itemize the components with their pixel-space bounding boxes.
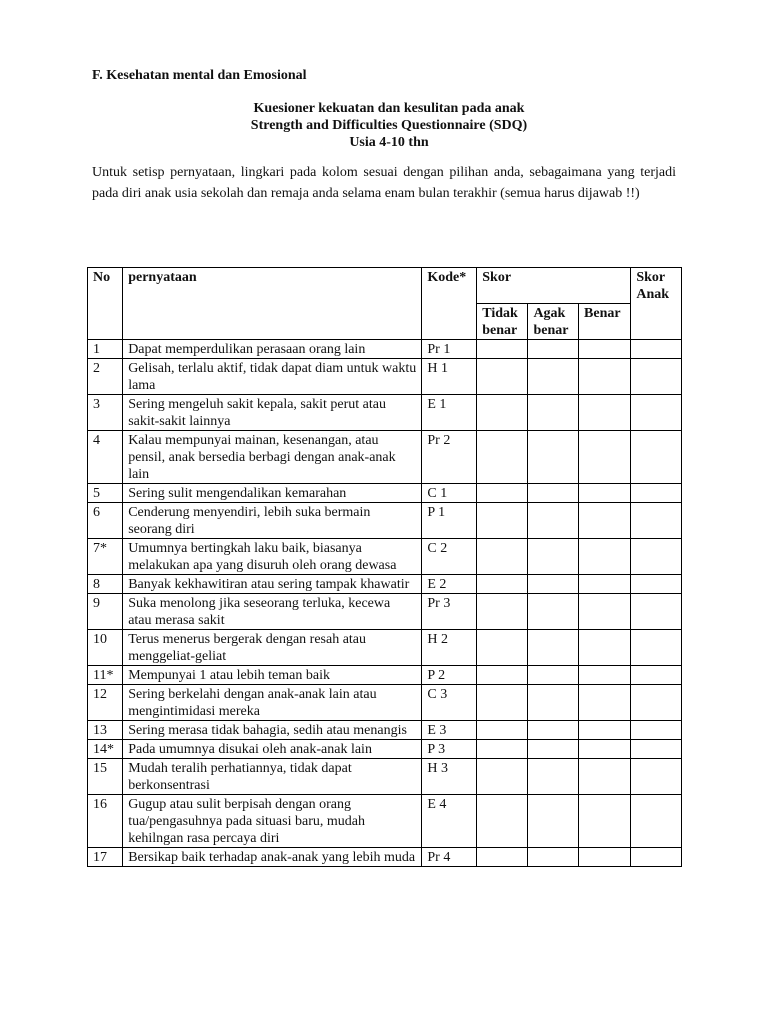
score-cell-tidak-benar[interactable] [477,795,528,848]
score-cell-child[interactable] [631,759,682,795]
title-indonesian: Kuesioner kekuatan dan kesulitan pada anak [253,101,525,116]
row-no: 2 [88,359,123,395]
row-statement: Umumnya bertingkah laku baik, biasanya melakukan apa yang disuruh oleh orang dewasa [123,539,422,575]
row-statement: Pada umumnya disukai oleh anak-anak lain [123,740,422,759]
row-statement: Mudah teralih perhatiannya, tidak dapat berkonsentrasi [123,759,422,795]
table-row [88,721,682,740]
score-cell-tidak-benar[interactable] [477,340,528,359]
score-cell-benar[interactable] [579,759,631,795]
score-cell-benar[interactable] [579,630,631,666]
score-cell-agak-benar[interactable] [528,721,579,740]
row-statement: Dapat memperdulikan perasaan orang lain [123,340,422,359]
row-statement: Gugup atau sulit berpisah dengan orang tua/pengasuhnya pada situasi baru, mudah kehilngan rasa percaya diri [123,795,422,848]
row-statement: Cenderung menyendiri, lebih suka bermain seorang diri [123,503,422,539]
header-no: No [88,268,123,340]
table-row [88,395,682,431]
row-no: 4 [88,431,123,484]
row-no: 14* [88,740,123,759]
score-cell-tidak-benar[interactable] [477,630,528,666]
score-cell-benar[interactable] [579,685,631,721]
score-cell-agak-benar[interactable] [528,395,579,431]
row-code: E 2 [422,575,477,594]
score-cell-agak-benar[interactable] [528,594,579,630]
score-cell-tidak-benar[interactable] [477,685,528,721]
score-cell-benar[interactable] [579,666,631,685]
header-score: Skor [477,268,631,304]
table-row [88,539,682,575]
score-cell-agak-benar[interactable] [528,740,579,759]
score-cell-child[interactable] [631,359,682,395]
row-no: 3 [88,395,123,431]
score-cell-agak-benar[interactable] [528,795,579,848]
score-cell-benar[interactable] [579,575,631,594]
row-code: E 1 [422,395,477,431]
score-cell-agak-benar[interactable] [528,848,579,867]
title-english: Strength and Difficulties Questionnaire (SDQ) [250,118,528,133]
row-no: 6 [88,503,123,539]
row-code: Pr 4 [422,848,477,867]
score-cell-agak-benar[interactable] [528,685,579,721]
row-statement: Banyak kekhawitiran atau sering tampak khawatir [123,575,422,594]
score-cell-child[interactable] [631,431,682,484]
header-benar: Benar [579,304,631,340]
table-row [88,503,682,539]
row-statement: Kalau mempunyai mainan, kesenangan, atau pensil, anak bersedia berbagi dengan anak-anak lain [123,431,422,484]
score-cell-tidak-benar[interactable] [477,395,528,431]
row-code: Pr 2 [422,431,477,484]
row-statement: Gelisah, terlalu aktif, tidak dapat diam untuk waktu lama [123,359,422,395]
score-cell-child[interactable] [631,395,682,431]
row-no: 15 [88,759,123,795]
row-no: 5 [88,484,123,503]
header-code: Kode* [422,268,477,340]
score-cell-benar[interactable] [579,484,631,503]
row-statement: Terus menerus bergerak dengan resah atau menggeliat-geliat [123,630,422,666]
score-cell-child[interactable] [631,721,682,740]
score-cell-agak-benar[interactable] [528,503,579,539]
score-cell-child[interactable] [631,666,682,685]
score-cell-child[interactable] [631,740,682,759]
table-row [88,740,682,759]
score-cell-benar[interactable] [579,740,631,759]
row-code: C 2 [422,539,477,575]
score-cell-tidak-benar[interactable] [477,484,528,503]
table-row [88,630,682,666]
score-cell-tidak-benar[interactable] [477,666,528,685]
score-cell-agak-benar[interactable] [528,359,579,395]
sdq-table [87,267,682,867]
score-cell-child[interactable] [631,539,682,575]
row-code: Pr 3 [422,594,477,630]
row-code: H 1 [422,359,477,395]
row-no: 13 [88,721,123,740]
table-row [88,431,682,484]
row-no: 8 [88,575,123,594]
score-cell-tidak-benar[interactable] [477,431,528,484]
row-no: 1 [88,340,123,359]
score-cell-tidak-benar[interactable] [477,359,528,395]
score-cell-agak-benar[interactable] [528,484,579,503]
score-cell-tidak-benar[interactable] [477,848,528,867]
score-cell-benar[interactable] [579,359,631,395]
score-cell-agak-benar[interactable] [528,759,579,795]
row-code: H 3 [422,759,477,795]
score-cell-child[interactable] [631,630,682,666]
score-cell-child[interactable] [631,503,682,539]
score-cell-benar[interactable] [579,721,631,740]
row-code: Pr 1 [422,340,477,359]
table-row [88,759,682,795]
row-code: E 3 [422,721,477,740]
table-row [88,594,682,630]
table-row [88,848,682,867]
score-cell-benar[interactable] [579,395,631,431]
row-no: 11* [88,666,123,685]
row-code: P 2 [422,666,477,685]
row-no: 7* [88,539,123,575]
table-row [88,685,682,721]
score-cell-child[interactable] [631,685,682,721]
score-cell-agak-benar[interactable] [528,575,579,594]
table-row [88,575,682,594]
score-cell-tidak-benar[interactable] [477,575,528,594]
row-code: P 3 [422,740,477,759]
score-cell-benar[interactable] [579,503,631,539]
table-row [88,795,682,848]
score-cell-child[interactable] [631,575,682,594]
score-cell-benar[interactable] [579,431,631,484]
row-code: E 4 [422,795,477,848]
row-statement: Sering berkelahi dengan anak-anak lain atau mengintimidasi mereka [123,685,422,721]
table-row [88,666,682,685]
row-statement: Bersikap baik terhadap anak-anak yang lebih muda [123,848,422,867]
row-code: P 1 [422,503,477,539]
table-row [88,340,682,359]
row-statement: Sering sulit mengendalikan kemarahan [123,484,422,503]
score-cell-benar[interactable] [579,594,631,630]
score-cell-child[interactable] [631,484,682,503]
header-child-score: Skor Anak [631,268,682,340]
score-cell-child[interactable] [631,848,682,867]
score-cell-tidak-benar[interactable] [477,594,528,630]
score-cell-tidak-benar[interactable] [477,740,528,759]
section-title: F. Kesehatan mental dan Emosional [92,68,307,83]
questionnaire-title-block [0,100,768,151]
row-statement: Sering mengeluh sakit kepala, sakit perut atau sakit-sakit lainnya [123,395,422,431]
instructions-paragraph: Untuk setisp pernyataan, lingkari pada kolom sesuai dengan pilihan anda, sebagaimana yang terjadi pada diri anak usia sekolah dan remaja anda selama enam bulan terakhir (semua harus dijawab !!) [92,165,676,201]
score-cell-benar[interactable] [579,795,631,848]
score-cell-benar[interactable] [579,340,631,359]
header-tidak-benar: Tidak benar [477,304,528,340]
score-cell-tidak-benar[interactable] [477,721,528,740]
row-code: C 1 [422,484,477,503]
row-no: 10 [88,630,123,666]
row-no: 17 [88,848,123,867]
row-statement: Suka menolong jika seseorang terluka, kecewa atau merasa sakit [123,594,422,630]
score-cell-tidak-benar[interactable] [477,759,528,795]
table-row [88,359,682,395]
score-cell-benar[interactable] [579,539,631,575]
title-age-range: Usia 4-10 thn [349,135,429,150]
score-cell-benar[interactable] [579,848,631,867]
row-statement: Mempunyai 1 atau lebih teman baik [123,666,422,685]
row-no: 16 [88,795,123,848]
row-code: H 2 [422,630,477,666]
header-statement: pernyataan [123,268,422,340]
score-cell-child[interactable] [631,594,682,630]
row-no: 9 [88,594,123,630]
row-code: C 3 [422,685,477,721]
score-cell-agak-benar[interactable] [528,630,579,666]
score-cell-agak-benar[interactable] [528,340,579,359]
score-cell-agak-benar[interactable] [528,431,579,484]
score-cell-agak-benar[interactable] [528,666,579,685]
score-cell-child[interactable] [631,795,682,848]
row-no: 12 [88,685,123,721]
score-cell-child[interactable] [631,340,682,359]
table-row [88,484,682,503]
header-agak-benar: Agak benar [528,304,579,340]
score-cell-tidak-benar[interactable] [477,539,528,575]
row-statement: Sering merasa tidak bahagia, sedih atau menangis [123,721,422,740]
score-cell-agak-benar[interactable] [528,539,579,575]
score-cell-tidak-benar[interactable] [477,503,528,539]
